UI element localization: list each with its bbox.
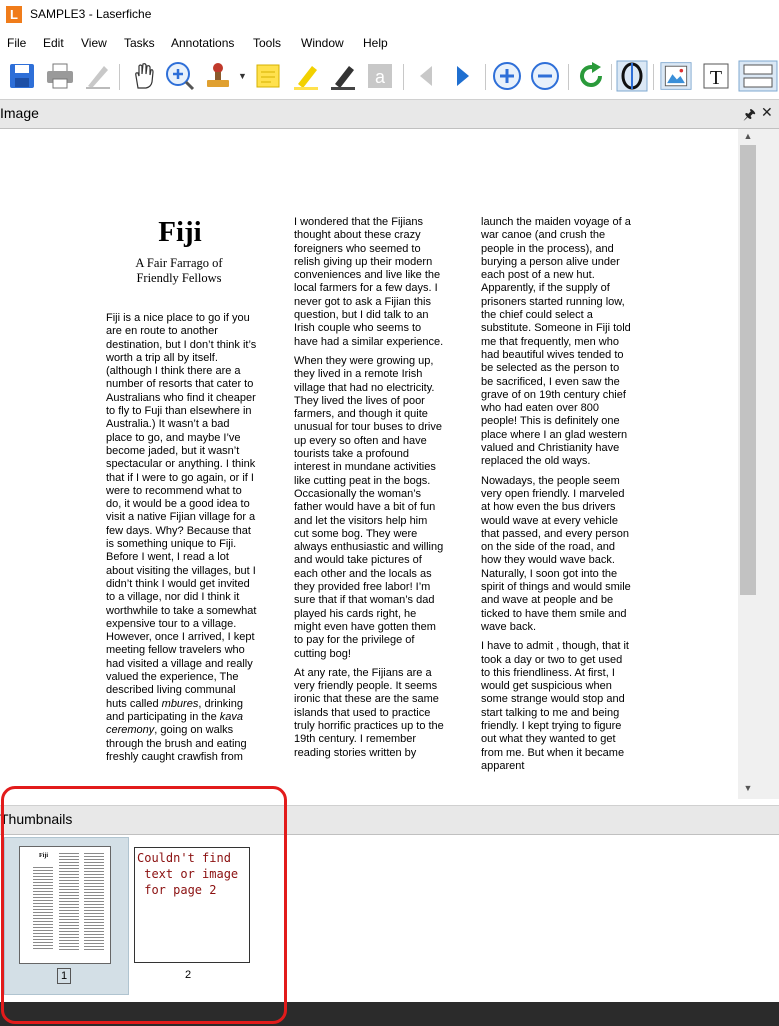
status-bar — [0, 1002, 779, 1026]
column-2-paragraph-1: I wondered that the Fijians thought about these crazy foreigners who seemed to relish giving up their modern conveniences and live like the local farmers for a few days. I never got to ask a Fijian this question, but I did talk to an Irish couple who seems to have had a similar experience. — [294, 216, 444, 348]
scroll-up-arrow-icon[interactable]: ▲ — [743, 131, 753, 141]
toolbar-separator — [568, 64, 569, 90]
column-2-paragraph-2: When they were growing up, they lived in a remote Irish village that had no electricity. They lived the lives of poor farmers, and though it quite unusual for tour buses to drive up every so often and have tourists take a profound interest in mundane activities like cutting peat in the bogs. Occasionally the woman’s father would have a bit of fun and let the visitors help him cut some bog. They were always enthusiastic and willing and would take pictures of each other and the locals as they provided free labor! I’m sure that if that woman’s dad played his cards right, he might even have gotten them to pay for the privilege of cutting bog! — [294, 354, 444, 660]
toolbar-separator — [485, 64, 486, 90]
document-column-1 — [106, 312, 258, 770]
column-3-paragraph-3: I have to admit , though, that it took a day or two to get used to this friendliness. At first, I would get suspicious when some strange would stop and start talking to me and being friendly. I kept trying to figure out what they wanted to get from me. But when it became apparent — [481, 640, 629, 772]
pin-icon[interactable]: 🖈 — [743, 106, 756, 122]
text-run: , going on walks through the brush and eating freshly caught crawfish from — [106, 724, 247, 763]
italic-text-run: kava ceremony — [106, 710, 243, 737]
menu-bar — [0, 31, 779, 55]
svg-text:a: a — [374, 67, 386, 87]
marker-icon[interactable] — [327, 60, 359, 92]
toolbar-separator — [611, 64, 612, 90]
column-3-paragraph-1: launch the maiden voyage of a war canoe (and crush the people in the process), and burying a person alive under each post of a new hut. Apparently, if the supply of prisoners started running low, the chief could select a substitute. Someone in Fiji told me that frequently, men who had beautiful wives tended to be selected as the person to be sacrificed, I even saw the grave of on 19th century chief who had eaten over 800 people! This is definitely one place where I an glad western valued and Christianity have replaced the old ways. — [481, 216, 631, 468]
column-2-paragraph-3: At any rate, the Fijians are a very friendly people. It seems ironic that these are the same islands that used to practice truly horrific practices up to the 19th century. I remember reading stories written by — [294, 666, 444, 759]
laserfiche-logo-icon: L — [6, 6, 22, 23]
title-bar — [0, 0, 779, 30]
scrollbar-gutter — [758, 129, 779, 799]
refresh-icon[interactable] — [575, 60, 607, 92]
zoom-in-circle-icon[interactable] — [491, 60, 523, 92]
thumbnails-panel-title: Thumbnails — [0, 811, 73, 827]
menu-annotations[interactable]: Annotations — [171, 36, 235, 50]
ocr-icon[interactable] — [616, 60, 648, 92]
zoom-out-circle-icon[interactable] — [529, 60, 561, 92]
thumbnail-page-2-message: Couldn't find text or image for page 2 — [137, 851, 239, 897]
thumbnails-panel-header — [0, 805, 779, 835]
zoom-in-icon[interactable] — [164, 60, 196, 92]
close-icon[interactable]: ✕ — [761, 104, 773, 120]
thumbnail-page-2-number: 2 — [185, 969, 192, 981]
menu-view[interactable]: View — [81, 36, 107, 50]
subtitle-line-2: Friendly Fellows — [136, 271, 222, 285]
image-view-icon[interactable] — [660, 60, 692, 92]
text-box-icon[interactable] — [364, 60, 396, 92]
column-3-paragraph-2: Nowadays, the people seem very open friendly. I marveled at how even the bus drivers would wave at every vehicle that passed, and every person on the side of the road, and how they would wave back. Naturally, I soon got into the spirit of things and would smile and wave at people and be ticked to have them smile and wave back. — [481, 474, 631, 633]
toolbar — [0, 56, 779, 98]
menu-tools[interactable]: Tools — [253, 36, 282, 50]
thumbnail-text-column — [84, 853, 104, 952]
toolbar-separator — [653, 64, 654, 90]
text-run: , drinking and participating in the — [106, 697, 243, 723]
text-view-icon[interactable] — [700, 60, 732, 92]
toolbar-separator — [119, 64, 120, 90]
window-title: SAMPLE3 - Laserfiche — [30, 7, 152, 21]
svg-text:T: T — [709, 67, 723, 89]
thumbnail-page-1[interactable] — [4, 837, 129, 995]
subtitle-line-1: A Fair Farrago of — [135, 256, 223, 270]
save-icon[interactable] — [6, 60, 38, 92]
split-view-icon[interactable] — [738, 60, 778, 92]
sticky-note-icon[interactable] — [252, 60, 284, 92]
menu-window[interactable]: Window — [301, 36, 344, 50]
text-run: Fiji is a nice place to go if you are en route to another destination, but I don’t think it’s worth a trip all by itself. (although I think there are a number of resorts that cater to Australians who find it cheaper to fly to Fuji than elsewhere in Australia.) It wasn’t a bad place to go, and maybe I’ve become jaded, but it wasn’t spectacular or anything. I think that if I were to go again, or if I were to recommend what to do, it would be a good idea to visit a native Fijian village for a few days. Why? Because that is something unique to Fiji. Before I went, I read a lot about visiting the villages, but I didn’t think I would get invited to a village, nor did I think it worthwhile to take a somewhat expensive tour to a village. However, once I arrived, I kept meeting fellow travelers who had visited a village and really valued the experience, The described living communal huts called — [106, 312, 257, 710]
image-panel-title: Image — [0, 105, 39, 121]
thumbnail-page-1-preview — [19, 846, 111, 964]
image-panel-header — [0, 99, 779, 129]
stamp-icon[interactable] — [202, 60, 234, 92]
previous-page-icon[interactable] — [410, 60, 442, 92]
document-title: Fiji — [158, 216, 202, 248]
next-page-icon[interactable] — [447, 60, 479, 92]
vertical-scrollbar[interactable] — [738, 129, 779, 799]
menu-edit[interactable]: Edit — [43, 36, 64, 50]
thumbnail-text-column — [33, 867, 53, 951]
pen-icon[interactable] — [82, 60, 114, 92]
italic-text-run: mbures — [161, 697, 199, 710]
document-viewer[interactable] — [0, 129, 738, 799]
document-column-2 — [294, 216, 444, 766]
menu-tasks[interactable]: Tasks — [124, 36, 155, 50]
document-column-3 — [481, 216, 633, 779]
column-1-paragraph — [106, 312, 258, 764]
thumbnails-area — [0, 835, 779, 1002]
menu-file[interactable]: File — [7, 36, 27, 50]
thumbnail-page-1-title: Fiji — [39, 853, 48, 859]
thumbnail-text-column — [59, 853, 79, 952]
menu-help[interactable]: Help — [363, 36, 388, 50]
stamp-dropdown-icon[interactable]: ▼ — [238, 71, 247, 81]
toolbar-separator — [403, 64, 404, 90]
thumbnail-page-1-number: 1 — [57, 968, 71, 984]
scroll-down-arrow-icon[interactable]: ▼ — [743, 783, 753, 793]
scrollbar-thumb[interactable] — [740, 145, 756, 595]
thumbnail-page-2[interactable] — [134, 847, 250, 963]
print-icon[interactable] — [44, 60, 76, 92]
document-subtitle — [118, 256, 240, 286]
highlighter-icon[interactable] — [290, 60, 322, 92]
hand-pan-icon[interactable] — [128, 60, 160, 92]
